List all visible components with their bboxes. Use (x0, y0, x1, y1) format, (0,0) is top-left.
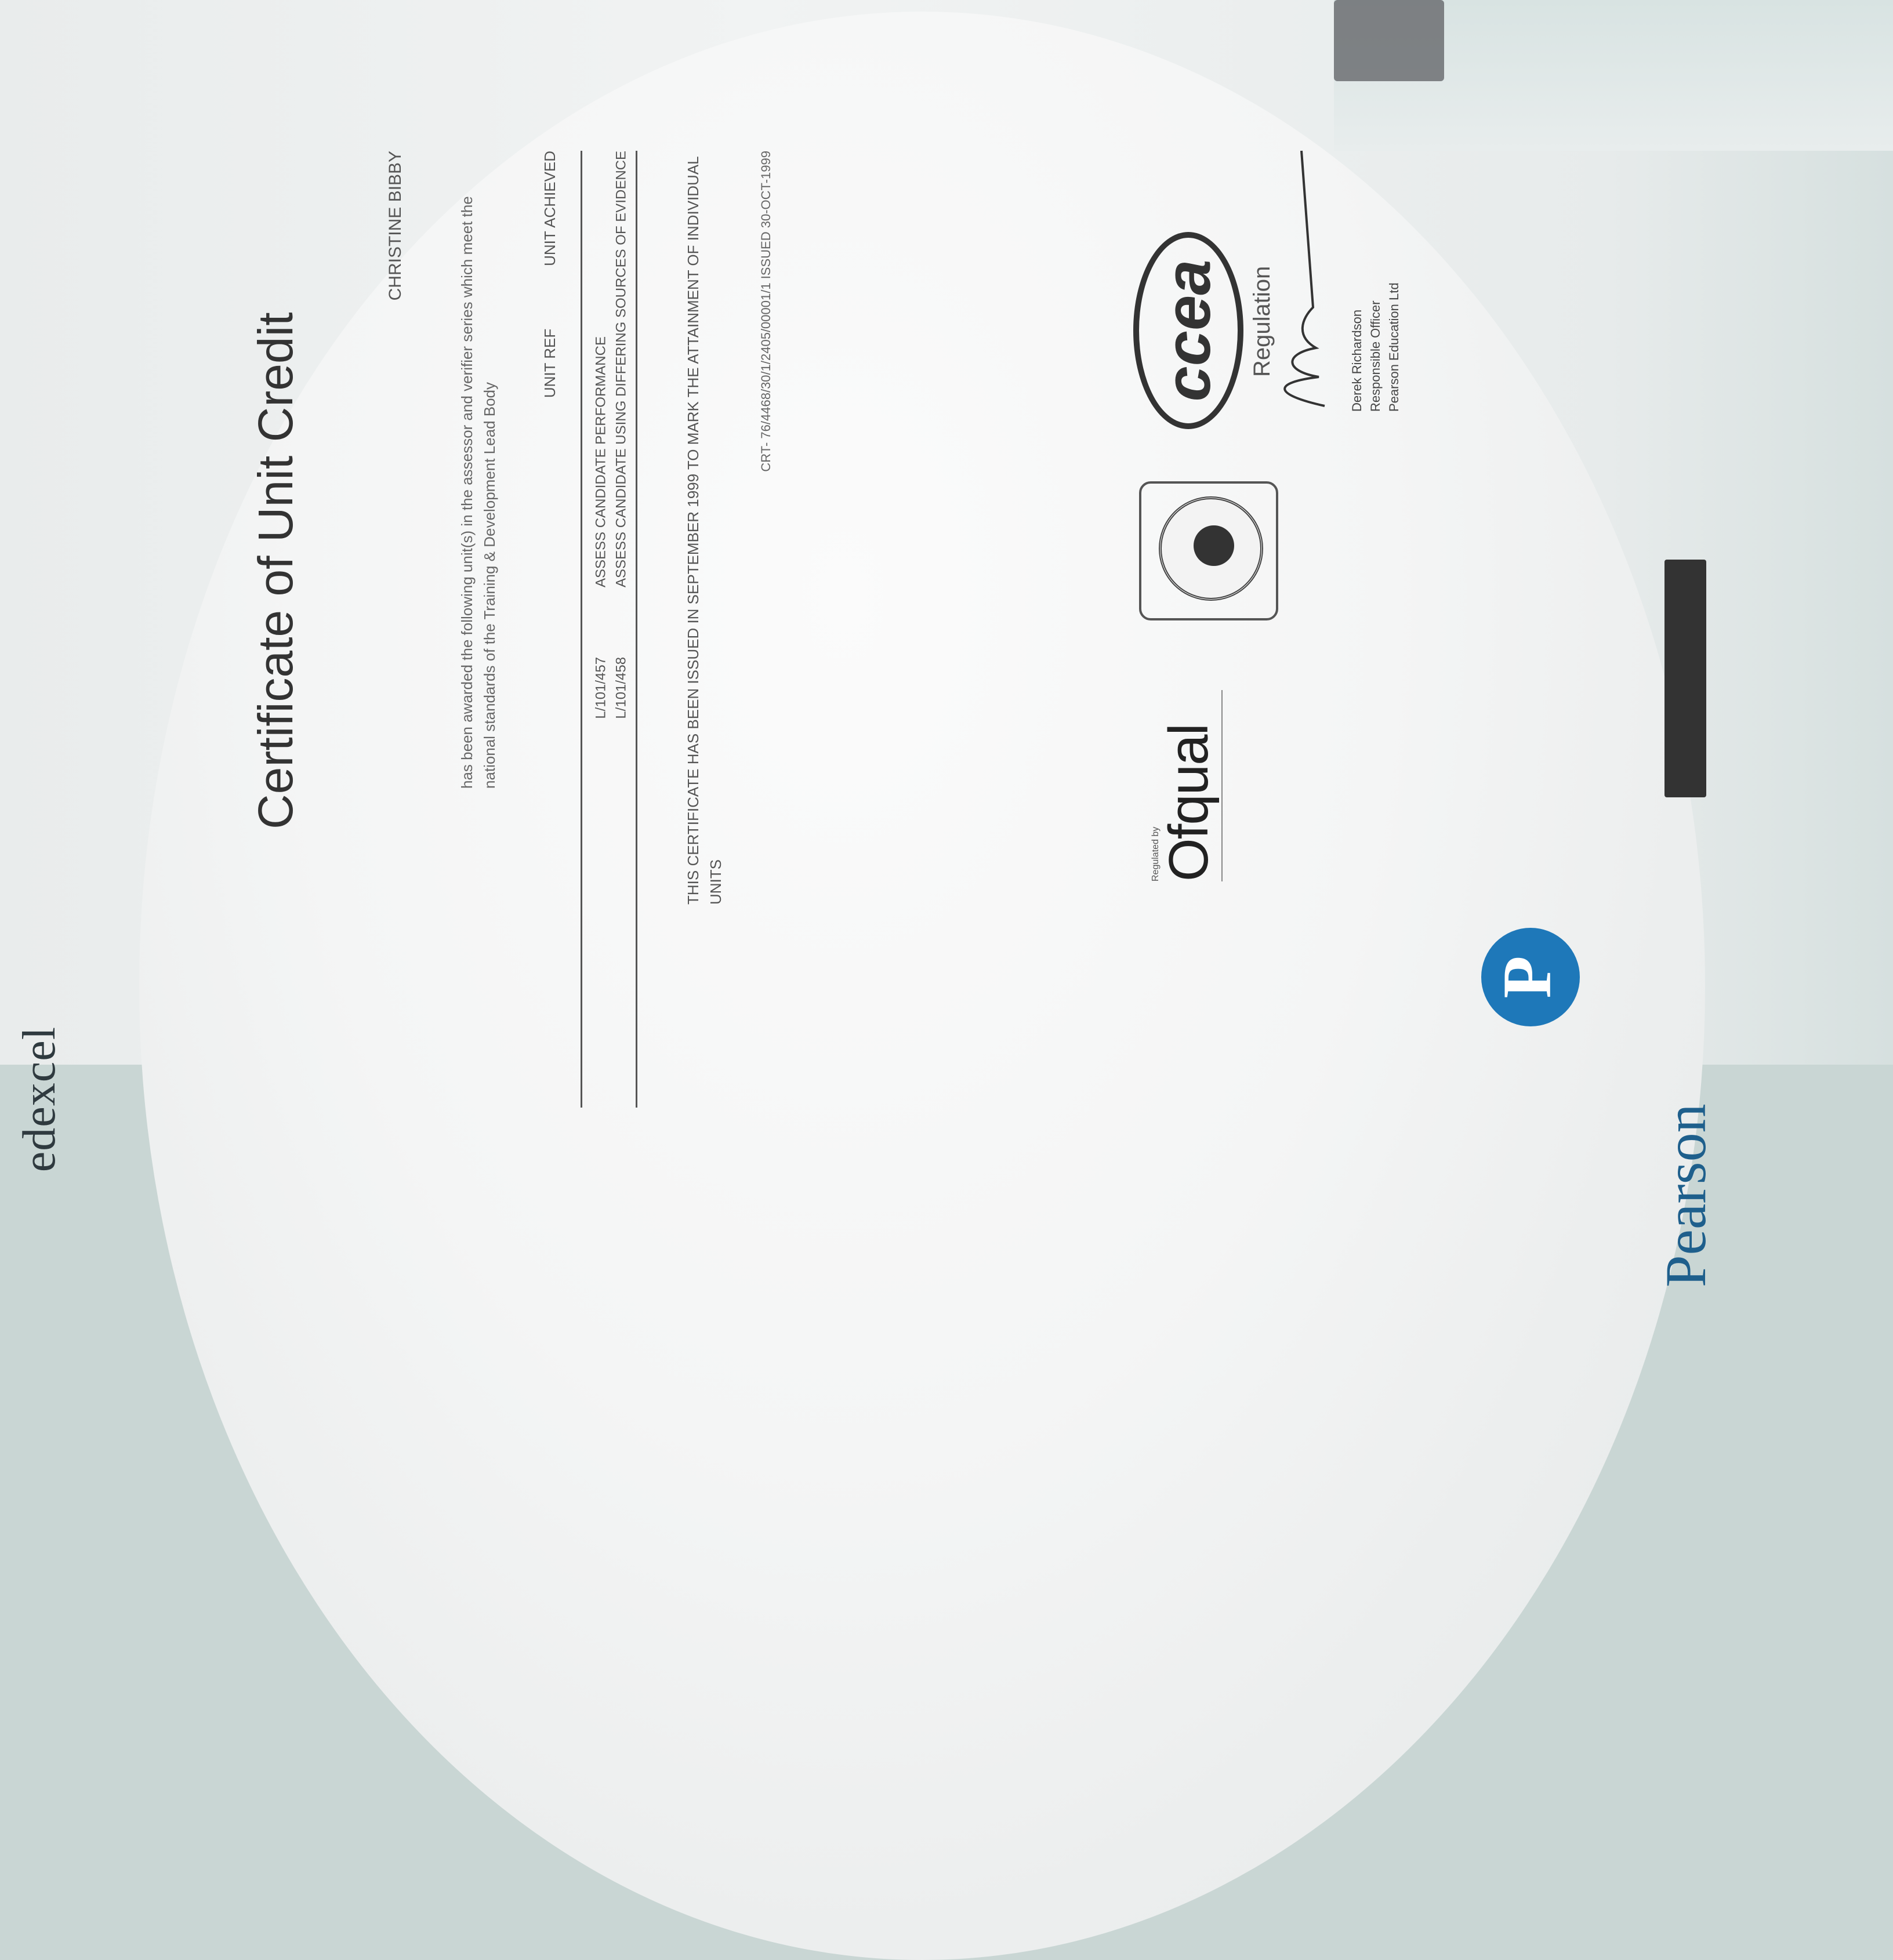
table-top-rule (581, 151, 582, 1108)
unit-title: ASSESS CANDIDATE PERFORMANCE (593, 336, 609, 587)
certificate-title: Certificate of Unit Credit (248, 312, 303, 829)
signatory-name: Derek Richardson (1350, 309, 1364, 412)
certificate-number: CRT- 76/4468/30/1/2405/00001/1 ISSUED 30-OCT-1999 (759, 151, 773, 472)
unit-ref: L/101/457 (593, 656, 609, 719)
units-table-header (541, 151, 559, 398)
header-unit-achieved: UNIT ACHIEVED (541, 151, 559, 266)
signatory-role: Responsible Officer (1368, 300, 1383, 412)
ccea-logo: ccea Regulation (1133, 226, 1284, 429)
signature-block (1261, 128, 1412, 418)
header-unit-ref: UNIT REF (541, 328, 559, 398)
signatory-org: Pearson Education Ltd (1386, 282, 1401, 412)
pearson-logo-icon: P (1481, 928, 1580, 1026)
issue-note: THIS CERTIFICATE HAS BEEN ISSUED IN SEPTEMBER 1999 TO MARK THE ATTAINMENT OF INDIVIDUAL UNITS (684, 157, 724, 905)
award-statement: has been awarded the following unit(s) in the assessor and verifier series which meet the national standards of the Training & Development Lead Body (458, 196, 498, 789)
candidate-name: CHRISTINE BIBBY (386, 151, 405, 301)
table-bottom-rule (636, 151, 637, 1108)
table-row (591, 151, 611, 719)
unit-title: ASSESS CANDIDATE USING DIFFERING SOURCES OF EVIDENCE (613, 151, 629, 587)
units-table (591, 151, 632, 719)
table-row (611, 151, 632, 719)
unit-ref: L/101/458 (613, 656, 629, 719)
edexcel-wordmark: edexcel (14, 1026, 65, 1173)
ofqual-logo: Regulated by Ofqual (1151, 673, 1223, 881)
pearson-wordmark: Pearson (1653, 1104, 1718, 1287)
qualifications-seal-icon (1139, 481, 1278, 620)
signature-icon (1261, 128, 1342, 418)
